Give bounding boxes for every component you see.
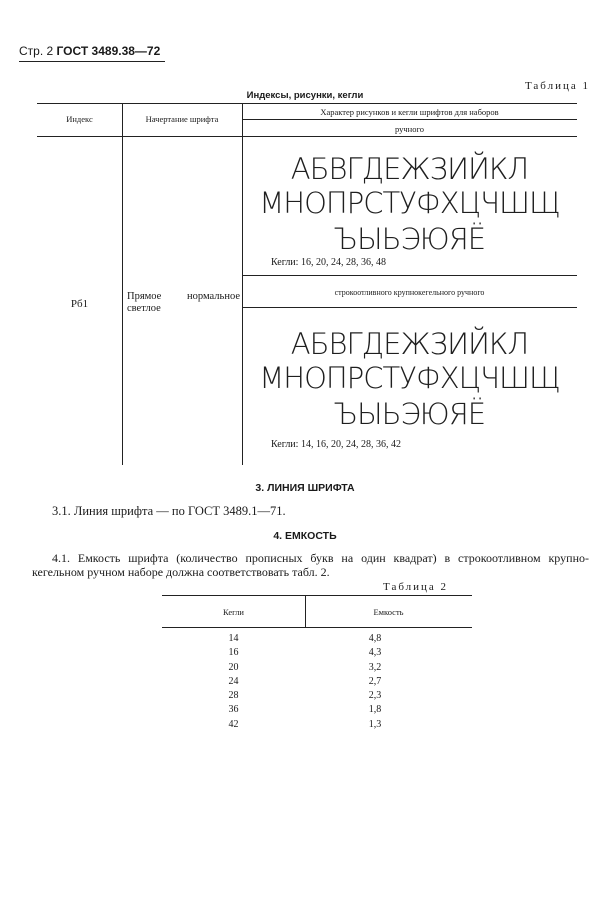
section4-heading: 4. ЕМКОСТЬ <box>273 530 337 542</box>
table1-top-rule <box>37 103 577 104</box>
table-row <box>162 661 472 675</box>
size-cell: 24 <box>228 675 239 687</box>
size-cell: 14 <box>228 633 239 644</box>
table-row <box>162 675 472 689</box>
size-cell: 20 <box>228 661 239 673</box>
table1-title: Индексы, рисунки, кегли <box>246 90 364 101</box>
table2-header-rule <box>162 627 472 628</box>
table1-section-rule-2 <box>242 307 577 308</box>
sample2-sizes: Кегли: 14, 16, 20, 24, 28, 36, 42 <box>271 439 401 450</box>
table-row <box>162 689 472 703</box>
section4-text-line2: кегельном ручном наборе должна соответствовать табл. 2. <box>32 565 330 579</box>
sample1-line2: МНОПРСТУФХЦЧШЩ <box>259 186 560 220</box>
table2-top-rule <box>162 595 472 596</box>
table2-body <box>162 632 472 732</box>
size-cell: 36 <box>228 704 239 716</box>
size-cell: 16 <box>228 647 239 659</box>
table1-col-character: Характер рисунков и кегли шрифтов для наборов <box>320 107 499 117</box>
sample1-line3: ЪЫЬЭЮЯЁ <box>333 222 486 256</box>
table-row <box>162 718 472 732</box>
table2-col-capacity: Емкость <box>373 607 404 617</box>
capacity-cell: 1,8 <box>368 704 382 716</box>
sample1-sizes: Кегли: 16, 20, 24, 28, 36, 48 <box>271 257 386 268</box>
capacity-cell: 3,2 <box>368 661 382 673</box>
sample2-line3: ЪЫЬЭЮЯЁ <box>333 397 486 431</box>
sample1-line1: АБВГДЕЖЗИЙКЛ <box>290 152 529 186</box>
table2-caption: Таблица 2 <box>383 581 449 593</box>
table2-col-sizes: Кегли <box>223 607 244 617</box>
table-row <box>162 632 472 646</box>
page-label: Стр. 2 <box>19 44 54 58</box>
capacity-cell: 2,3 <box>368 690 382 702</box>
table1-section-rule-1 <box>242 275 577 276</box>
index-value: Рб1 <box>70 298 89 310</box>
page-header <box>19 44 160 58</box>
size-cell: 28 <box>228 690 239 702</box>
table1-subheading: строкоотливного крупнокегельного ручного <box>334 288 485 297</box>
table1-header-bottom-rule <box>37 136 577 137</box>
sample2-line2: МНОПРСТУФХЦЧШЩ <box>259 361 560 395</box>
section3-text: 3.1. Линия шрифта — по ГОСТ 3489.1—71. <box>52 504 286 518</box>
header-rule <box>19 61 165 62</box>
table1-header-mid-rule <box>242 119 577 120</box>
size-cell: 42 <box>228 718 239 730</box>
capacity-cell: 4,8 <box>368 633 382 644</box>
standard-number: ГОСТ 3489.38—72 <box>56 44 161 58</box>
capacity-cell: 1,3 <box>368 718 382 730</box>
table-row <box>162 646 472 660</box>
font-style-value: Прямое нормальное светлое <box>127 291 240 314</box>
table1-col-style: Начертание шрифта <box>145 114 219 124</box>
sample2-line1: АБВГДЕЖЗИЙКЛ <box>290 327 529 361</box>
capacity-cell: 4,3 <box>368 647 382 659</box>
table1-caption: Таблица 1 <box>524 80 590 92</box>
section4-text-line1: 4.1. Емкость шрифта (количество прописных букв на один квадрат) в строкоотливном крупно- <box>52 551 589 565</box>
table1-col-divider-1 <box>122 103 123 465</box>
section3-heading: 3. ЛИНИЯ ШРИФТА <box>255 482 355 494</box>
table1-col-index: Индекс <box>66 114 93 124</box>
table1-col-manual: ручного <box>395 124 424 134</box>
table-row <box>162 703 472 717</box>
capacity-cell: 2,7 <box>368 675 382 687</box>
